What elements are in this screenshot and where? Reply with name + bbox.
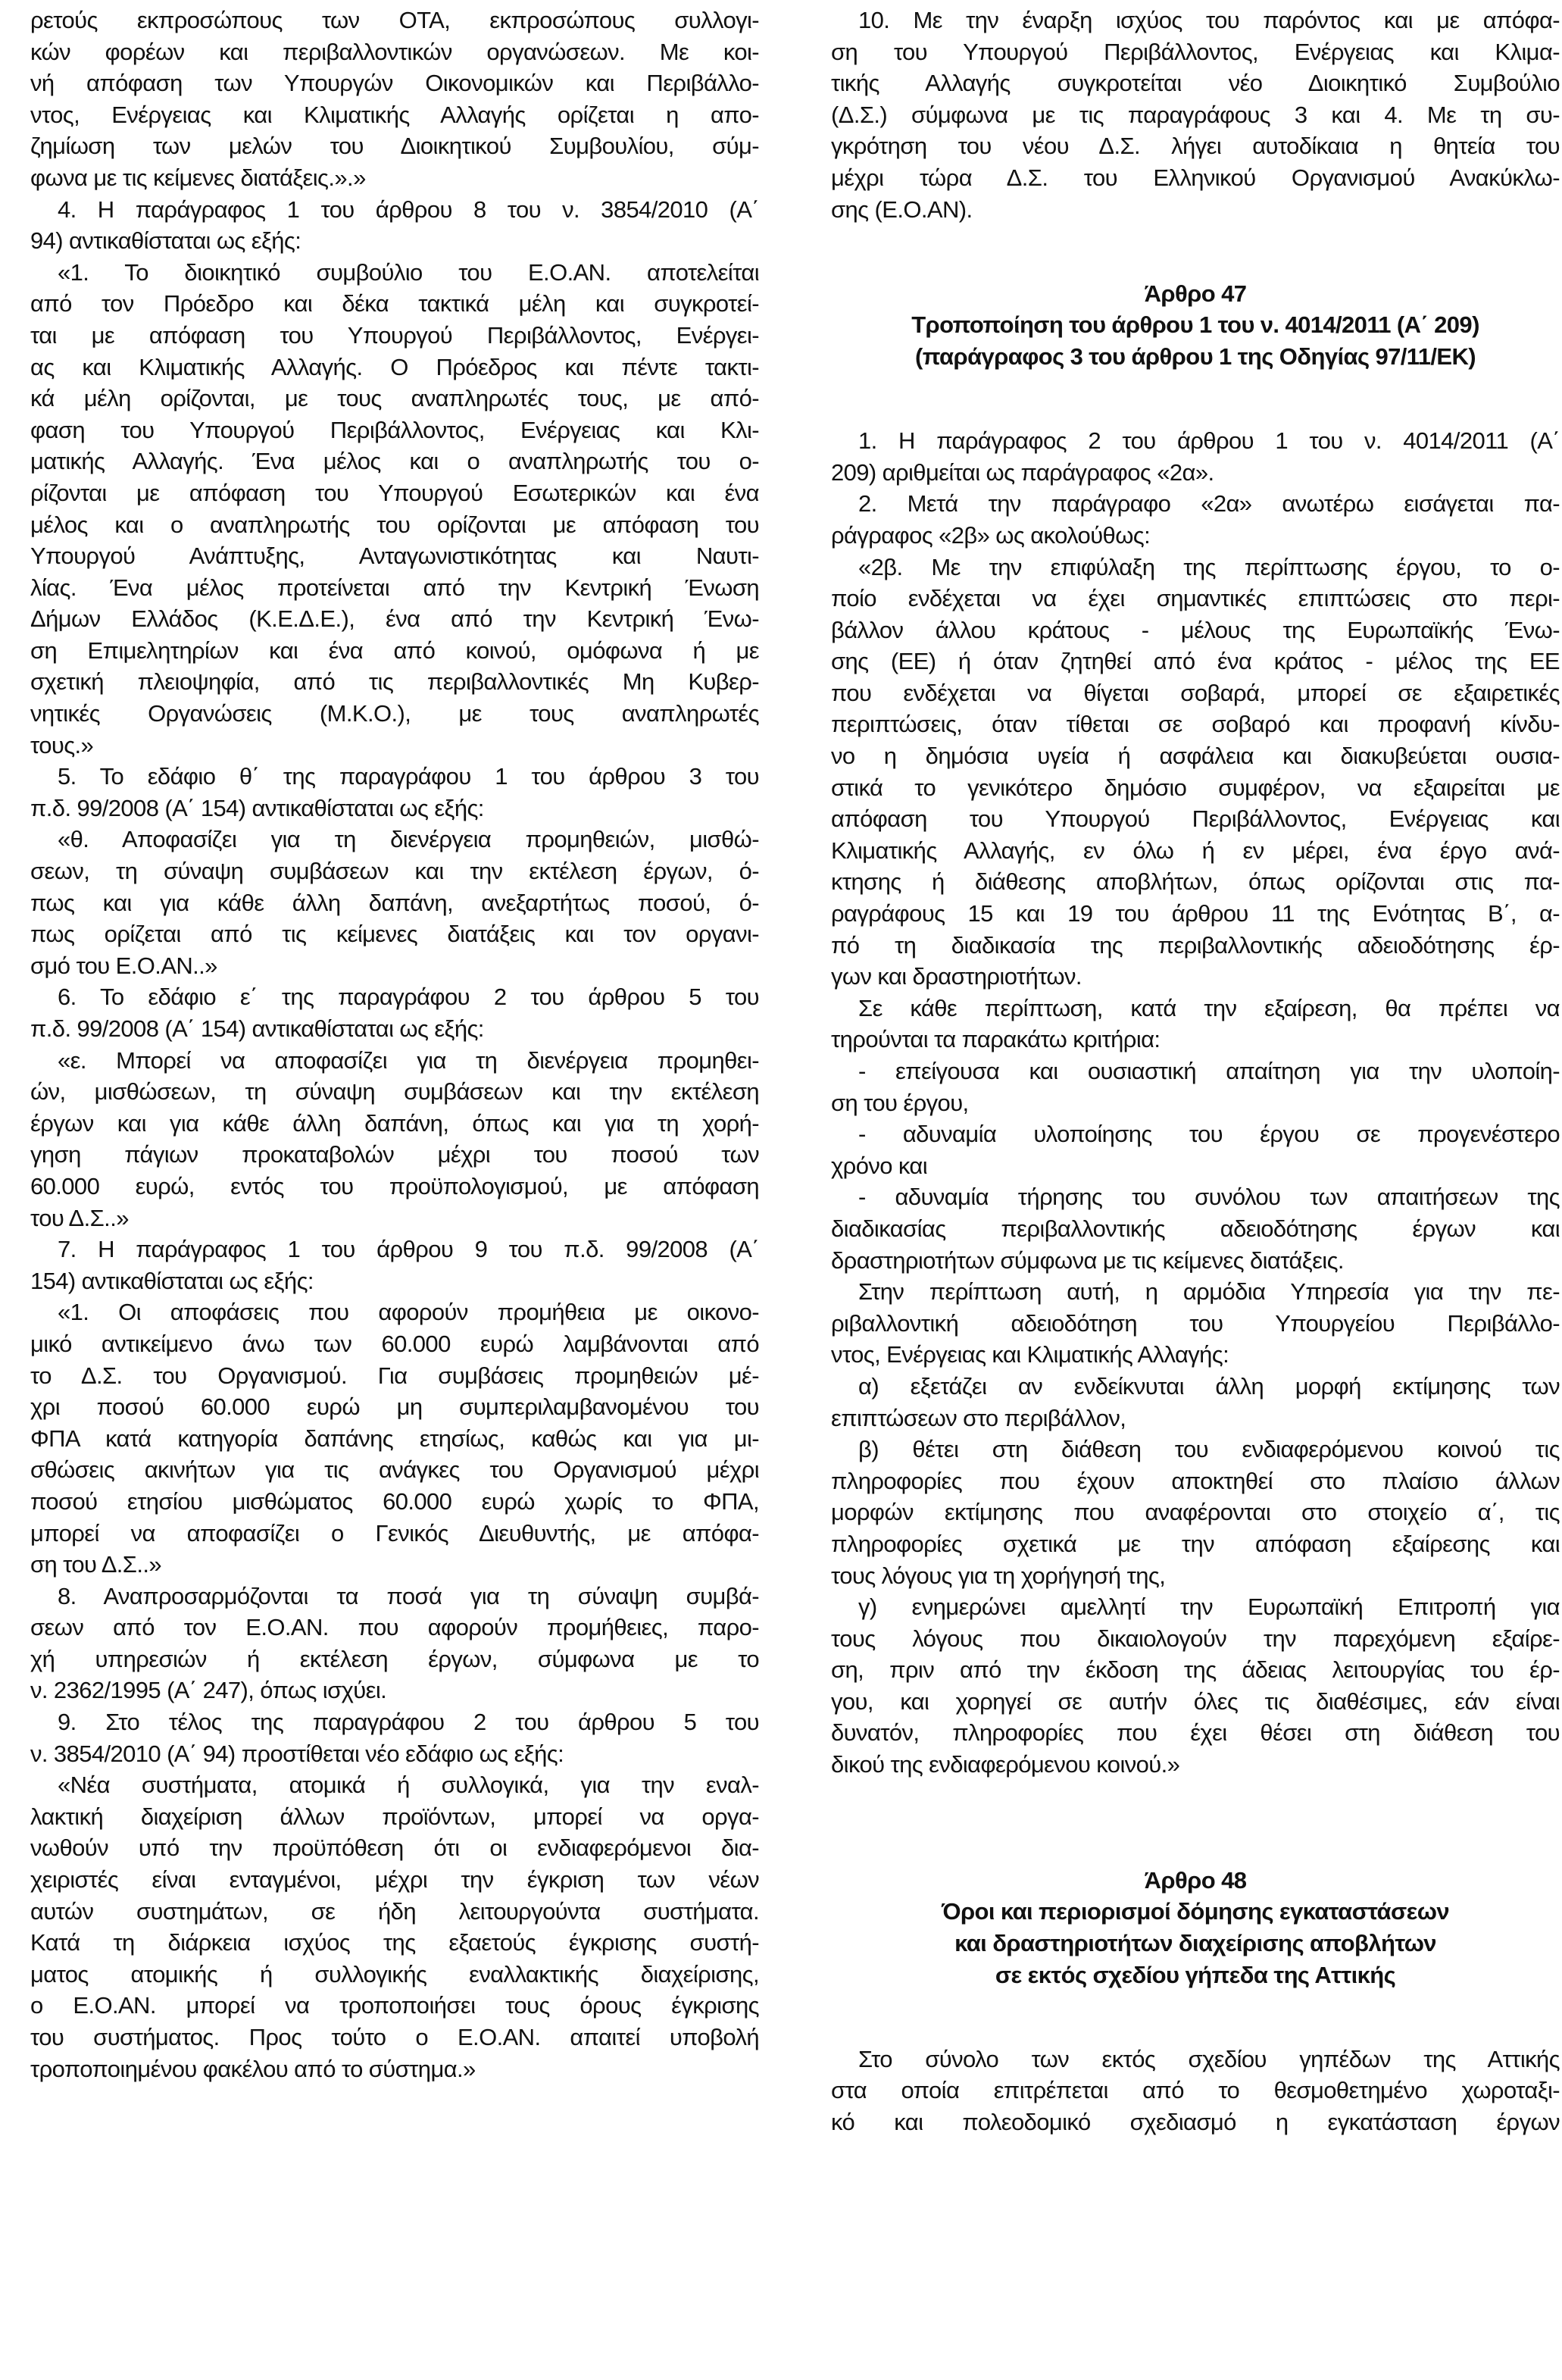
- text-line: 8. Αναπροσαρμόζονται τα ποσά για τη σύναψη συμβά-: [58, 1582, 759, 1609]
- text-line: νή απόφαση των Υπουργών Οικονομικών και Περιβάλλο-: [30, 70, 759, 97]
- text-line: μέχρι τώρα Δ.Σ. του Ελληνικού Οργανισμού Ανακύκλω-: [831, 164, 1560, 191]
- article-47-title-line-2: (παράγραφος 3 του άρθρου 1 της Οδηγίας 97/11/ΕΚ): [915, 342, 1476, 370]
- text-line: ρετούς εκπροσώπους των ΟΤΑ, εκπροσώπους συλλογι-: [30, 7, 759, 33]
- text-line: δικού της ενδιαφερόμενου κοινού.»: [831, 1751, 1180, 1778]
- text-line: 9. Στο τέλος της παραγράφου 2 του άρθρου 5 του: [58, 1709, 759, 1736]
- text-line: πό τη διαδικασία της περιβαλλοντικής αδειοδότησης έρ-: [831, 931, 1560, 959]
- article-48-title-line-1: Όροι και περιορισμοί δόμησης εγκαταστάσεων: [942, 1898, 1449, 1925]
- text-line: αυτών συστημάτων, σε ήδη λειτουργούντα συστήματα.: [30, 1897, 759, 1925]
- text-line: διαδικασίας περιβαλλοντικής αδειοδότησης έργων και: [831, 1215, 1560, 1242]
- text-line: νητικές Οργανώσεις (Μ.Κ.Ο.), με τους αναπληρωτές: [30, 700, 759, 727]
- text-line: μικό αντικείμενο άνω των 60.000 ευρώ λαμβάνονται από: [30, 1330, 759, 1357]
- text-line: απόφαση του Υπουργού Περιβάλλοντος, Ενέργειας και: [831, 805, 1560, 833]
- article-47-title-line-1: Τροποποίηση του άρθρου 1 του ν. 4014/2011 (Α΄ 209): [911, 311, 1479, 339]
- text-line: το Δ.Σ. του Οργανισμού. Για συμβάσεις προμηθειών μέ-: [30, 1362, 759, 1389]
- text-line: (Δ.Σ.) σύμφωνα με τις παραγράφους 3 και 4. Με τη συ-: [831, 101, 1560, 128]
- text-line: τους λόγους που δικαιολογούν την παρεχόμενη εξαίρε-: [831, 1625, 1560, 1652]
- text-line: β) θέτει στη διάθεση του ενδιαφερόμενου κοινού τις: [858, 1436, 1560, 1463]
- text-line: Στην περίπτωση αυτή, η αρμόδια Υπηρεσία για την πε-: [858, 1278, 1560, 1306]
- text-line: σεων, τη σύναψη συμβάσεων και την εκτέλεση έργων, ό-: [30, 858, 759, 885]
- text-line: του Δ.Σ..»: [30, 1204, 129, 1231]
- text-line: 7. Η παράγραφος 1 του άρθρου 9 του π.δ. 99/2008 (Α΄: [58, 1236, 759, 1263]
- text-line: ας και Κλιματικής Αλλαγής. Ο Πρόεδρος και πέντε τακτι-: [30, 353, 759, 380]
- text-line: σχετική πλειοψηφία, από τις περιβαλλοντικές Μη Κυβερ-: [30, 668, 759, 696]
- article-47-body: [831, 425, 1560, 1781]
- text-line: ρίζονται με απόφαση του Υπουργού Εσωτερικών και ένα: [30, 479, 759, 506]
- text-line: βάλλον άλλου κράτους - μέλους της Ευρωπαϊκής Ένω-: [831, 616, 1560, 643]
- text-line: επιπτώσεων στο περιβάλλον,: [831, 1404, 1126, 1431]
- text-line: «Νέα συστήματα, ατομικά ή συλλογικά, για την εναλ-: [58, 1772, 759, 1799]
- text-line: «1. Οι αποφάσεις που αφορούν προμήθεια με οικονο-: [58, 1299, 759, 1326]
- text-line: ριβαλλοντική αδειοδότηση του Υπουργείου Περιβάλλο-: [831, 1309, 1560, 1337]
- text-line: 5. Το εδάφιο θ΄ της παραγράφου 1 του άρθρου 3 του: [58, 763, 759, 790]
- text-line: α) εξετάζει αν ενδείκνυται άλλη μορφή εκτίμησης των: [858, 1372, 1560, 1400]
- text-line: τηρούνται τα παρακάτω κριτήρια:: [831, 1026, 1161, 1053]
- text-line: 1. Η παράγραφος 2 του άρθρου 1 του ν. 4014/2011 (Α΄: [858, 427, 1560, 455]
- text-line: πως ορίζεται από τις κείμενες διατάξεις και τον οργανι-: [30, 921, 759, 948]
- text-line: πληροφορίες που έχουν αποκτηθεί στο πλαίσιο άλλων: [831, 1467, 1560, 1494]
- text-line: σθώσεις ακινήτων για τις ανάγκες του Οργανισμού μέχρι: [30, 1456, 759, 1484]
- text-line: νο η δημόσια υγεία ή ασφάλεια και διακυβεύεται ουσια-: [831, 743, 1560, 770]
- text-line: - επείγουσα και ουσιαστική απαίτηση για την υλοποίη-: [858, 1058, 1560, 1084]
- text-line: π.δ. 99/2008 (Α΄ 154) αντικαθίσταται ως εξής:: [30, 794, 484, 821]
- text-line: ματος ατομικής ή συλλογικής εναλλακτικής διαχείρισης,: [30, 1960, 759, 1988]
- text-line: φωνα με τις κείμενες διατάξεις.».»: [30, 164, 366, 191]
- text-line: - αδυναμία τήρησης του συνόλου των απαιτήσεων της: [858, 1184, 1560, 1211]
- text-line: 6. Το εδάφιο ε΄ της παραγράφου 2 του άρθρου 5 του: [58, 984, 759, 1011]
- text-line: νωθούν υπό την προϋπόθεση ότι οι ενδιαφερόμενοι δια-: [30, 1834, 759, 1862]
- article-48-body: [831, 2044, 1560, 2138]
- text-line: ν. 2362/1995 (Α΄ 247), όπως ισχύει.: [30, 1677, 387, 1704]
- text-line: «ε. Μπορεί να αποφασίζει για τη διενέργεια προμηθει-: [58, 1046, 759, 1074]
- text-line: 4. Η παράγραφος 1 του άρθρου 8 του ν. 3854/2010 (Α΄: [58, 195, 759, 223]
- text-line: ση του έργου,: [831, 1089, 969, 1116]
- text-line: ο Ε.Ο.ΑΝ. μπορεί να τροποποιήσει τους όρους έγκρισης: [30, 1992, 759, 2019]
- article-48-title-line-2: και δραστηριοτήτων διαχείρισης αποβλήτων: [954, 1930, 1436, 1957]
- text-line: ση του Υπουργού Περιβάλλοντος, Ενέργειας και Κλιμα-: [831, 38, 1560, 65]
- text-line: Στο σύνολο των εκτός σχεδίου γηπέδων της Αττικής: [858, 2045, 1560, 2072]
- text-line: ποίο ενδέχεται να έχει σημαντικές επιπτώσεις στο περι-: [831, 585, 1560, 612]
- text-line: δυνατόν, πληροφορίες που έχει θέσει στη διάθεση του: [831, 1719, 1560, 1747]
- right-column: [831, 5, 1560, 2138]
- text-line: τροποποιημένου φακέλου από το σύστημα.»: [30, 2055, 476, 2082]
- text-line: κό και πολεοδομικό σχεδιασμό η εγκατάσταση έργων: [831, 2109, 1560, 2135]
- text-line: ν. 3854/2010 (Α΄ 94) προστίθεται νέο εδάφιο ως εξής:: [30, 1740, 564, 1767]
- text-line: σεων από τον Ε.Ο.ΑΝ. που αφορούν προμήθειες, παρο-: [30, 1614, 759, 1641]
- text-line: ραγράφους 15 και 19 του άρθρου 11 της Ενότητας Β΄, α-: [831, 900, 1560, 927]
- text-line: 209) αριθμείται ως παράγραφος «2α».: [831, 458, 1214, 486]
- text-line: Σε κάθε περίπτωση, κατά την εξαίρεση, θα πρέπει να: [858, 994, 1560, 1021]
- text-line: ται με απόφαση του Υπουργού Περιβάλλοντος, Ενέργει-: [30, 321, 759, 349]
- text-line: χρόνο και: [831, 1152, 928, 1179]
- text-line: δραστηριοτήτων σύμφωνα με τις κείμενες διατάξεις.: [831, 1246, 1344, 1274]
- text-line: πως και για κάθε άλλη δαπάνη, ανεξαρτήτως ποσού, ό-: [30, 889, 759, 916]
- text-line: λακτική διαχείριση άλλων προϊόντων, μπορεί να οργα-: [30, 1803, 759, 1830]
- text-line: γηση πάγιων προκαταβολών μέχρι του ποσού των: [30, 1141, 759, 1168]
- paragraph-10: [831, 5, 1560, 225]
- text-line: τους λόγους για τη χορήγησή της,: [831, 1562, 1166, 1589]
- text-line: περιπτώσεις, όταν τίθεται σε σοβαρό και προφανή κίνδυ-: [831, 711, 1560, 738]
- text-line: ντος, Ενέργειας και Κλιματικής Αλλαγής:: [831, 1341, 1229, 1368]
- text-line: μέλος και ο αναπληρωτής του ορίζονται με απόφαση του: [30, 511, 759, 538]
- text-line: γκρότηση του νέου Δ.Σ. λήγει αυτοδίκαια η θητεία του: [831, 133, 1560, 160]
- text-line: γ) ενημερώνει αμελλητί την Ευρωπαϊκή Επιτροπή για: [858, 1593, 1560, 1621]
- text-line: μορφών εκτίμησης που αναφέρονται στο στοιχείο α΄, τις: [831, 1499, 1560, 1526]
- text-line: έργων και για κάθε άλλη δαπάνη, όπως και για τη χορή-: [30, 1109, 759, 1137]
- text-line: Δήμων Ελλάδος (Κ.Ε.Δ.Ε.), ένα από την Κεντρική Ένω-: [30, 605, 759, 633]
- text-line: στα οποία επιτρέπεται από το θεσμοθετημένο χωροταξι-: [831, 2077, 1560, 2104]
- text-line: τικής Αλλαγής συγκροτείται νέο Διοικητικό Συμβούλιο: [831, 70, 1560, 97]
- text-line: - αδυναμία υλοποίησης του έργου σε προγενέστερο: [858, 1121, 1560, 1148]
- text-line: 94) αντικαθίσταται ως εξής:: [30, 227, 301, 255]
- text-line: γου, και χορηγεί σε αυτήν όλες τις διαθέσιμες, εάν είναι: [831, 1687, 1560, 1715]
- text-line: Κλιματικής Αλλαγής, εν όλω ή εν μέρει, ένα έργο ανά-: [831, 837, 1560, 864]
- text-line: ματικής Αλλαγής. Ένα μέλος και ο αναπληρωτής του ο-: [30, 448, 759, 475]
- text-line: ση, πριν από την έκδοση της άδειας λειτουργίας του έρ-: [831, 1656, 1560, 1684]
- text-line: 10. Με την έναρξη ισχύος του παρόντος και με απόφα-: [858, 7, 1560, 33]
- text-line: χρι ποσού 60.000 ευρώ μη συμπεριλαμβανομένου του: [30, 1393, 759, 1421]
- left-column: [30, 5, 759, 2084]
- text-line: ζημίωση των μελών του Διοικητικού Συμβουλίου, σύμ-: [30, 133, 759, 160]
- text-line: «1. Το διοικητικό συμβούλιο του Ε.Ο.ΑΝ. αποτελείται: [58, 258, 759, 286]
- text-line: 154) αντικαθίσταται ως εξής:: [30, 1267, 314, 1294]
- text-line: χειριστές είναι ενταγμένοι, μέχρι την έγκριση των νέων: [30, 1866, 759, 1894]
- text-line: στικά το γενικότερο δημόσιο συμφέρον, να εξαιρείται με: [831, 774, 1560, 801]
- text-line: Υπουργού Ανάπτυξης, Ανταγωνιστικότητας και Ναυτι-: [30, 543, 759, 570]
- text-line: φαση του Υπουργού Περιβάλλοντος, Ενέργειας και Κλι-: [30, 416, 759, 443]
- text-line: ση του Δ.Σ..»: [30, 1551, 162, 1578]
- text-line: ών, μισθώσεων, τη σύναψη συμβάσεων και την εκτέλεση: [30, 1078, 759, 1106]
- text-line: σης (ΕΕ) ή όταν ζητηθεί από ένα κράτος - μέλος της ΕΕ: [831, 648, 1560, 675]
- text-line: ποσού ετησίου μισθώματος 60.000 ευρώ χωρίς το ΦΠΑ,: [30, 1487, 759, 1515]
- text-line: χή υπηρεσιών ή εκτέλεση έργων, σύμφωνα με το: [30, 1645, 759, 1672]
- text-line: π.δ. 99/2008 (Α΄ 154) αντικαθίσταται ως εξής:: [30, 1015, 484, 1042]
- text-line: κά μέλη ορίζονται, με τους αναπληρωτές τους, με από-: [30, 385, 759, 412]
- text-line: «θ. Αποφασίζει για τη διενέργεια προμηθειών, μισθώ-: [58, 826, 759, 853]
- article-48-number: Άρθρο 48: [1144, 1866, 1247, 1894]
- text-line: κτησης ή διάθεσης αποβλήτων, όπως ορίζονται στις πα-: [831, 868, 1560, 896]
- text-line: από τον Πρόεδρο και δέκα τακτικά μέλη και συγκροτεί-: [30, 290, 759, 317]
- text-line: ντος, Ενέργειας και Κλιματικής Αλλαγής ορίζεται η απο-: [30, 101, 759, 128]
- text-line: λίας. Ένα μέλος προτείνεται από την Κεντρική Ένωση: [30, 574, 759, 601]
- text-line: πληροφορίες σχετικά με την απόφαση εξαίρεσης και: [831, 1530, 1560, 1557]
- text-line: κών φορέων και περιβαλλοντικών οργανώσεων. Με κοι-: [30, 38, 759, 65]
- text-line: «2β. Με την επιφύλαξη της περίπτωσης έργου, το ο-: [858, 553, 1560, 580]
- text-line: που ενδέχεται να θίγεται σοβαρά, μπορεί σε εξαιρετικές: [831, 679, 1560, 706]
- text-line: σης (Ε.Ο.ΑΝ).: [831, 195, 973, 223]
- text-line: ση Επιμελητηρίων και ένα από κοινού, ομόφωνα ή με: [30, 636, 759, 664]
- text-line: ΦΠΑ κατά κατηγορία δαπάνης ετησίως, καθώς και για μι-: [30, 1425, 759, 1452]
- text-line: Κατά τη διάρκεια ισχύος της εξαετούς έγκρισης συστή-: [30, 1929, 759, 1956]
- text-line: γων και δραστηριοτήτων.: [831, 963, 1082, 990]
- text-line: 60.000 ευρώ, εντός του προϋπολογισμού, με απόφαση: [30, 1172, 759, 1199]
- text-line: τους.»: [30, 731, 94, 758]
- text-line: σμό του Ε.Ο.ΑΝ..»: [30, 952, 217, 979]
- text-line: μπορεί να αποφασίζει ο Γενικός Διευθυντής, με απόφα-: [30, 1519, 759, 1547]
- article-48-title-line-3: σε εκτός σχεδίου γήπεδα της Αττικής: [995, 1961, 1396, 1988]
- text-line: 2. Μετά την παράγραφο «2α» ανωτέρω εισάγεται πα-: [858, 490, 1560, 518]
- text-line: ράγραφος «2β» ως ακολούθως:: [831, 521, 1151, 549]
- article-47-number: Άρθρο 47: [1144, 280, 1247, 307]
- text-line: του συστήματος. Προς τούτο ο Ε.Ο.ΑΝ. απαιτεί υποβολή: [30, 2024, 759, 2050]
